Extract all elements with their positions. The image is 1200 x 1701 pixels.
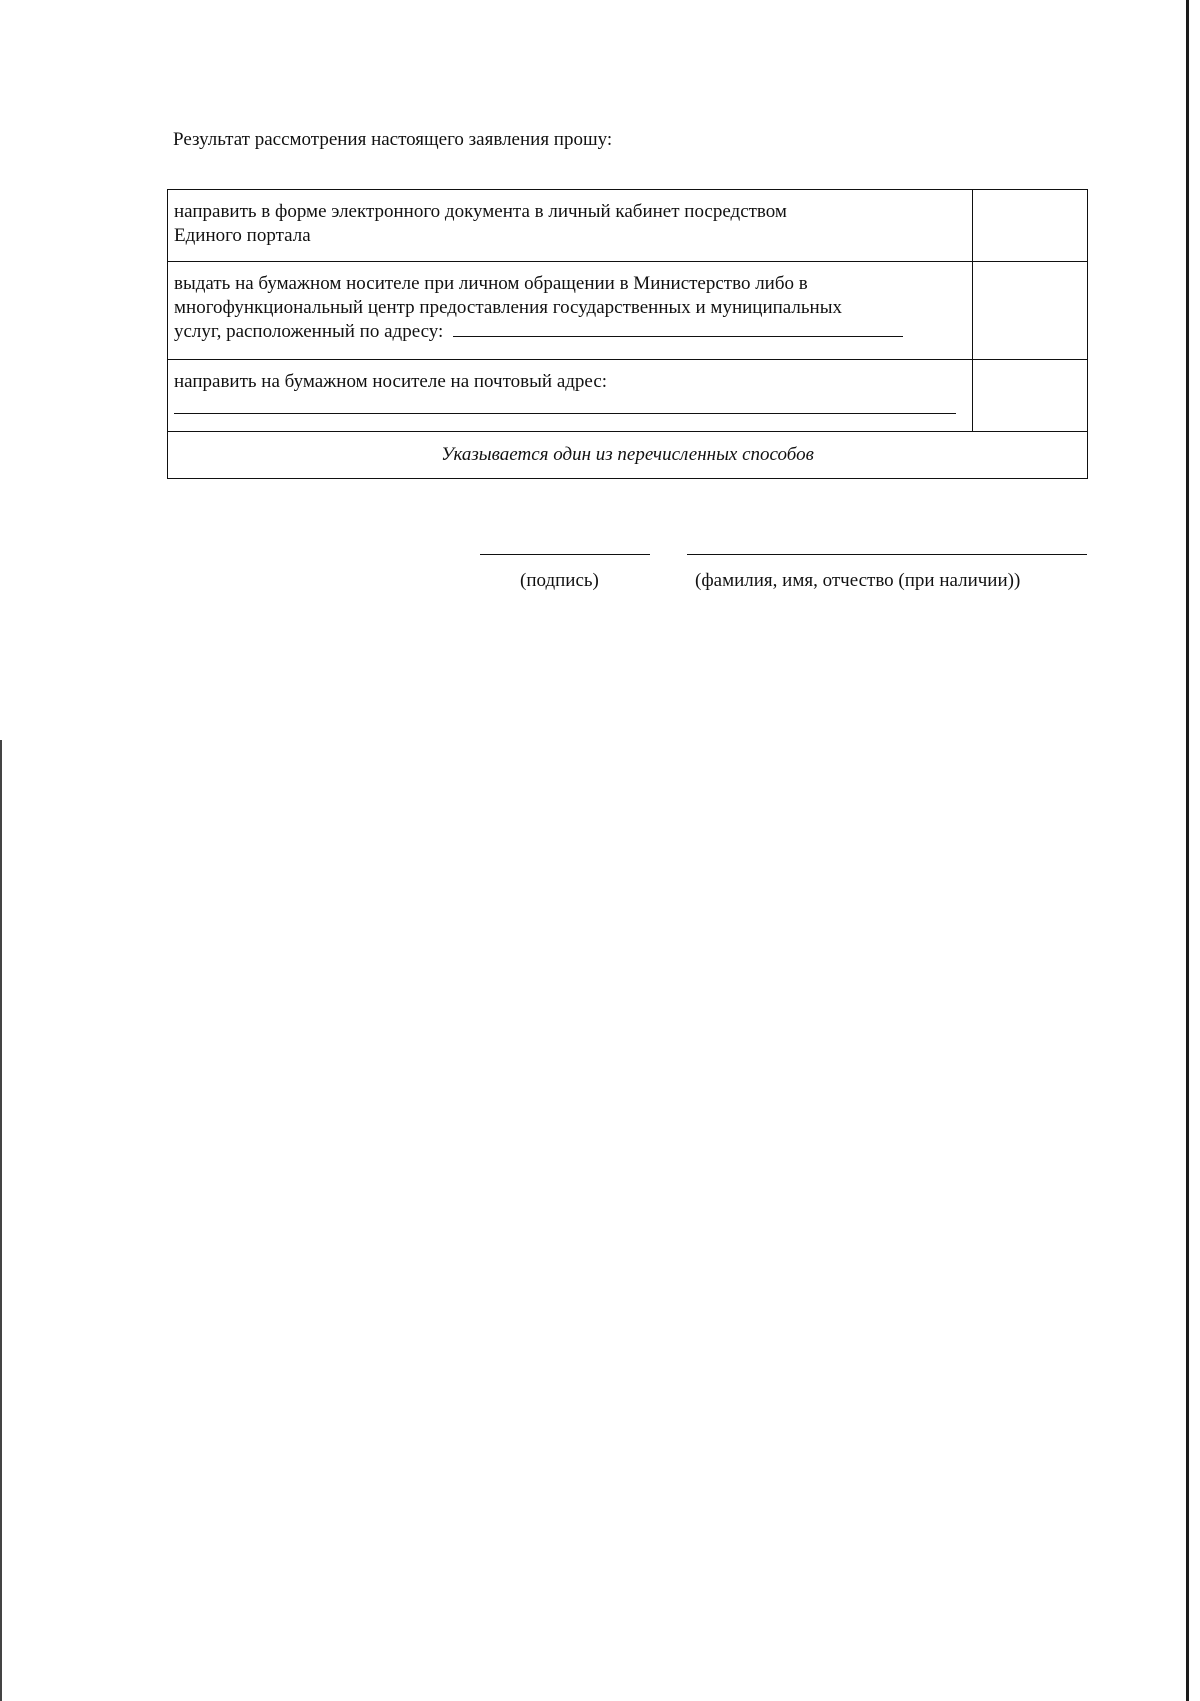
option-text-cell (168, 262, 973, 360)
option-text-cell (168, 360, 973, 432)
address-fill-line[interactable] (453, 335, 903, 337)
signature-caption: (подпись) (520, 570, 599, 591)
options-note-row (168, 432, 1088, 479)
option-text-line: Единого портала (174, 225, 311, 246)
option-text-line: выдать на бумажном носителе при личном обращении в Министерство либо в (174, 273, 808, 294)
intro-text: Результат рассмотрения настоящего заявления прошу: (173, 129, 613, 150)
option-row-postal (168, 360, 1088, 432)
option-text-line: направить на бумажном носителе на почтовый адрес: (174, 371, 608, 392)
option-text-cell (168, 190, 973, 262)
option-checkbox-cell-electronic[interactable] (973, 190, 1088, 262)
scan-edge-left (0, 740, 2, 1701)
option-text-line-with-field (174, 320, 964, 344)
full-name-line[interactable] (687, 554, 1087, 555)
postal-address-fill-line[interactable] (174, 412, 956, 414)
option-checkbox-cell-postal[interactable] (973, 360, 1088, 432)
option-row-in-person (168, 262, 1088, 360)
full-name-caption: (фамилия, имя, отчество (при наличии)) (695, 570, 1021, 591)
option-text-line: направить в форме электронного документа в личный кабинет посредством (174, 201, 787, 222)
scan-edge-right (1186, 0, 1189, 1701)
option-text-line: многофункциональный центр предоставления государственных и муниципальных (174, 297, 842, 318)
option-text-line: услуг, расположенный по адресу: (174, 321, 444, 342)
option-checkbox-cell-in-person[interactable] (973, 262, 1088, 360)
option-row-electronic (168, 190, 1088, 262)
delivery-options-table (167, 189, 1088, 479)
options-note: Указывается один из перечисленных способов (168, 432, 1088, 479)
signature-line[interactable] (480, 554, 650, 555)
